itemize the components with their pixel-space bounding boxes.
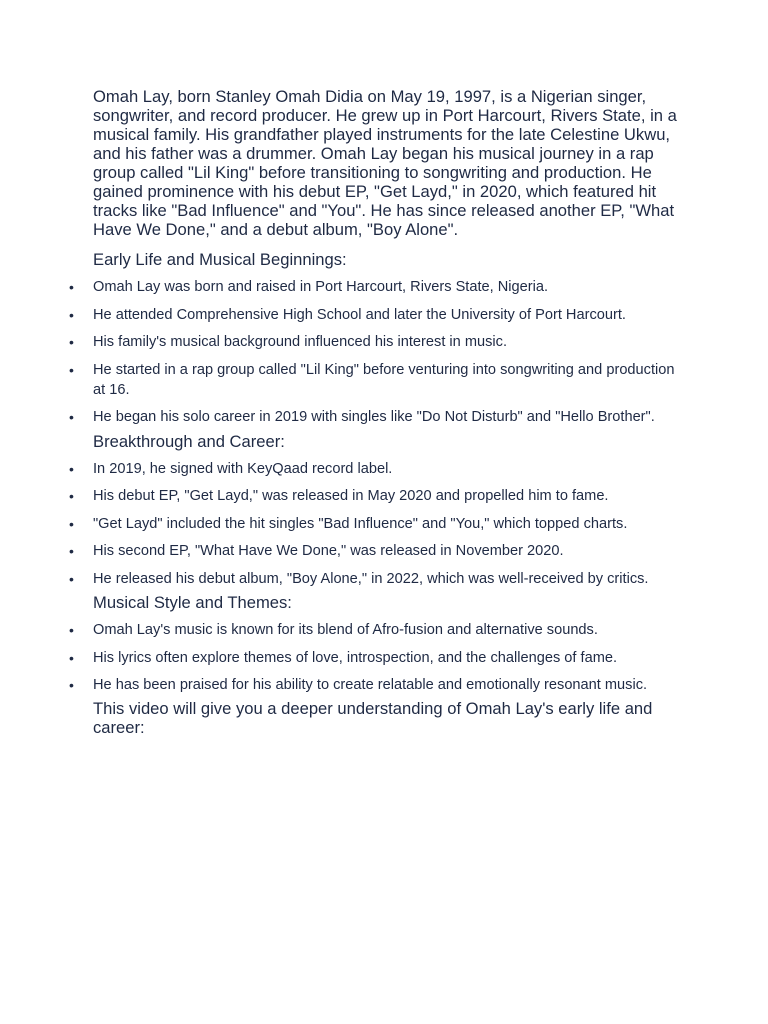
list-item [69,486,683,506]
list-item [69,277,683,297]
intro-paragraph: Omah Lay, born Stanley Omah Didia on May 19, 1997, is a Nigerian singer, songwriter, and record producer. He grew up in Port Harcourt, Rivers State, in a musical family. His grandfather played instruments for the late Celestine Ukwu, and his father was a drummer. Omah Lay began his musical journey in a rap group called "Lil King" before transitioning to songwriting and production. He gained prominence with his debut EP, "Get Layd," in 2020, which featured hit tracks like "Bad Influence" and "You". He has since released another EP, "What Have We Done," and a debut album, "Boy Alone". [93,87,677,239]
list-item [69,360,683,400]
bullet-icon: • [69,649,74,666]
bullet-list [69,459,683,589]
list-item-text: He has been praised for his ability to create relatable and emotionally resonant music. [93,677,648,693]
list-item-text: "Get Layd" included the hit singles "Bad Influence" and "You," which topped charts. [93,515,628,532]
bullet-list [69,277,683,427]
bullet-icon: • [69,622,74,638]
list-item-text: Omah Lay was born and raised in Port Harcourt, Rivers State, Nigeria. [93,279,549,295]
bullet-icon: • [69,460,74,477]
list-item [69,648,683,668]
section-heading: Breakthrough and Career: [93,431,285,451]
section-heading: Musical Style and Themes: [93,593,292,612]
list-item [69,305,683,325]
list-item-text: He released his debut album, "Boy Alone," in 2022, which was well-received by critics. [93,570,649,587]
list-item-text: His lyrics often explore themes of love, introspection, and the challenges of fame. [93,649,618,666]
list-item-text: He began his solo career in 2019 with singles like "Do Not Disturb" and "Hello Brother". [93,409,655,425]
list-item-text: He started in a rap group called "Lil King" before venturing into songwriting and production at 16. [93,361,675,398]
list-item [69,675,683,695]
list-item [69,514,683,534]
closing-paragraph: This video will give you a deeper understanding of Omah Lay's early life and career: [93,698,653,737]
document-body [69,87,683,737]
list-item [69,620,683,640]
section-early-life [69,250,683,427]
bullet-icon: • [69,570,74,587]
bullet-icon: • [69,334,74,350]
bullet-icon: • [69,677,74,693]
list-item [69,541,683,561]
bullet-icon: • [69,488,74,504]
list-item-text: In 2019, he signed with KeyQaad record label. [93,460,393,477]
list-item [69,569,683,589]
list-item-text: His debut EP, "Get Layd," was released in May 2020 and propelled him to fame. [93,488,609,504]
bullet-icon: • [69,409,74,425]
bullet-icon: • [69,515,74,532]
bullet-icon: • [69,361,74,378]
bullet-icon: • [69,306,74,323]
bullet-list [69,620,683,695]
list-item-text: His family's musical background influenced his interest in music. [93,334,508,350]
list-item-text: He attended Comprehensive High School and later the University of Port Harcourt. [93,306,626,323]
list-item-text: Omah Lay's music is known for its blend of Afro-fusion and alternative sounds. [93,622,598,638]
list-item-text: His second EP, "What Have We Done," was released in November 2020. [93,543,564,559]
list-item [69,407,683,427]
list-item [69,459,683,479]
bullet-icon: • [69,279,74,295]
bullet-icon: • [69,543,74,559]
list-item [69,332,683,352]
section-musical-style [69,593,683,695]
section-heading: Early Life and Musical Beginnings: [93,250,347,269]
section-breakthrough [69,431,683,589]
